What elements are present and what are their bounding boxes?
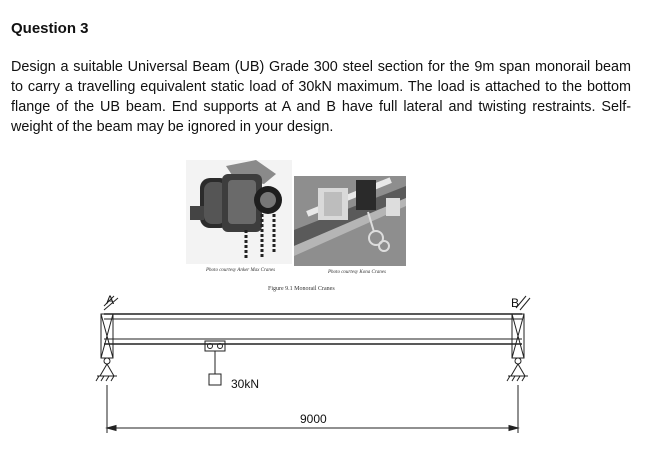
left-photo-caption: Photo courtesy Anker Max Cranes	[206, 268, 276, 273]
support-a-label: A	[106, 293, 115, 307]
load-block	[209, 374, 221, 385]
support-b-label: B	[511, 296, 520, 310]
support-b-pin	[507, 358, 528, 381]
span-label: 9000	[300, 412, 327, 426]
support-a-pin	[96, 358, 117, 381]
beam	[104, 314, 522, 344]
right-photo-caption: Photo courtesy Kona Cranes	[328, 270, 386, 275]
trolley	[205, 341, 225, 374]
figure-caption: Figure 9.1 Monorail Cranes	[268, 286, 335, 292]
load-label: 30kN	[231, 377, 260, 391]
question-body: Design a suitable Universal Beam (UB) Grade 300 steel section for the 9m span monorail beam to carry a travelling equivalent static load of 30kN maximum. The load is attached to the bottom flange of the UB beam. End supports at A and B have full lateral and twisting restraints. Self-weight of the beam may be ignored in your design.	[11, 59, 631, 135]
question-heading: Question 3	[11, 20, 89, 37]
